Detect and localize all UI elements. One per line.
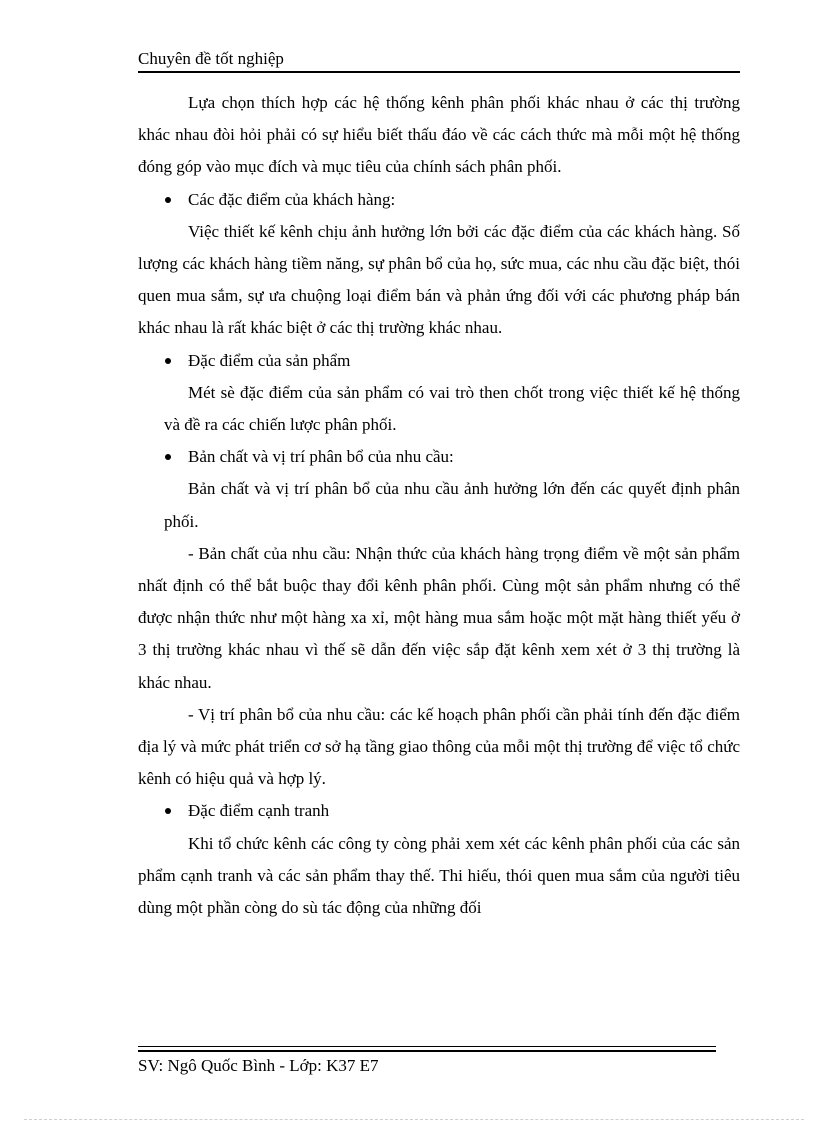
bullet-customer-characteristics bbox=[138, 184, 740, 216]
bullet-demand-nature bbox=[138, 441, 740, 473]
document-body bbox=[138, 87, 740, 924]
page-footer: SV: Ngô Quốc Bình - Lớp: K37 E7 bbox=[138, 1056, 379, 1075]
bullet-label: Đặc điểm cạnh tranh bbox=[188, 801, 330, 821]
bullet-icon bbox=[165, 197, 171, 203]
bullet-icon bbox=[165, 808, 171, 814]
footer-divider-thin bbox=[138, 1046, 716, 1047]
page-header: Chuyên đề tốt nghiệp bbox=[138, 49, 284, 68]
paragraph-nature-of-demand: - Bản chất của nhu cầu: Nhận thức của khách hàng trọng điểm về một sản phẩm nhất định có thể bắt buộc thay đổi kênh phân phối. Cùng một sản phẩm nhưng có thể được nhận thức như một hàng xa xỉ, một hàng mua sắm hoặc một mặt hàng thiết yếu ở 3 thị trường khác nhau vì thế sẽ dẫn đến việc sắp đặt kênh xem xét ở 3 thị trường là khác nhau. bbox=[138, 543, 740, 692]
bullet-icon bbox=[165, 358, 171, 364]
paragraph-demand-location: - Vị trí phân bổ của nhu cầu: các kế hoạch phân phối cần phải tính đến đặc điểm địa lý và mức phát triển cơ sở hạ tầng giao thông của mỗi một thị trường để việc tổ chức kênh có hiệu quả và hợp lý. bbox=[138, 704, 740, 789]
paragraph-demand-nature: Bản chất và vị trí phân bổ của nhu cầu ảnh hưởng lớn đến các quyết định phân phối. bbox=[164, 479, 740, 531]
paragraph-product-characteristics: Mét sè đặc điểm của sản phẩm có vai trò then chốt trong việc thiết kế hệ thống và đề ra các chiến lược phân phối. bbox=[164, 382, 740, 435]
bullet-label: Bản chất và vị trí phân bổ của nhu cầu: bbox=[188, 447, 454, 467]
footer-divider-thick bbox=[138, 1050, 716, 1052]
paragraph-channel-selection: Lựa chọn thích hợp các hệ thống kênh phân phối khác nhau ở các thị trường khác nhau đòi hỏi phải có sự hiểu biết thấu đáo về các cách thức mà mỗi một hệ thống đóng góp vào mục đích và mục tiêu của chính sách phân phối. bbox=[138, 93, 740, 177]
bullet-label: Các đặc điểm của khách hàng: bbox=[188, 189, 396, 209]
page-boundary bbox=[24, 1119, 804, 1120]
paragraph-competition: Khi tổ chức kênh các công ty còng phải xem xét các kênh phân phối của các sản phẩm cạnh tranh và các sản phẩm thay thế. Thi hiếu, thói quen mua sắm của người tiêu dùng một phần còng do sù tác động của những đối bbox=[138, 833, 740, 918]
bullet-label: Đặc điểm của sản phẩm bbox=[188, 350, 351, 370]
bullet-competition bbox=[138, 795, 740, 827]
bullet-icon bbox=[165, 454, 171, 460]
bullet-product-characteristics bbox=[138, 345, 740, 377]
header-divider bbox=[138, 71, 740, 73]
paragraph-customer-characteristics: Việc thiết kế kênh chịu ảnh hưởng lớn bởi các đặc điểm của các khách hàng. Số lượng các khách hàng tiềm năng, sự phân bổ của họ, sức mua, các nhu cầu đặc biệt, thói quen mua sắm, sự ưa chuộng loại điểm bán và phản ứng đối với các phương pháp bán khác nhau là rất khác biệt ở các thị trường khác nhau. bbox=[138, 221, 740, 338]
